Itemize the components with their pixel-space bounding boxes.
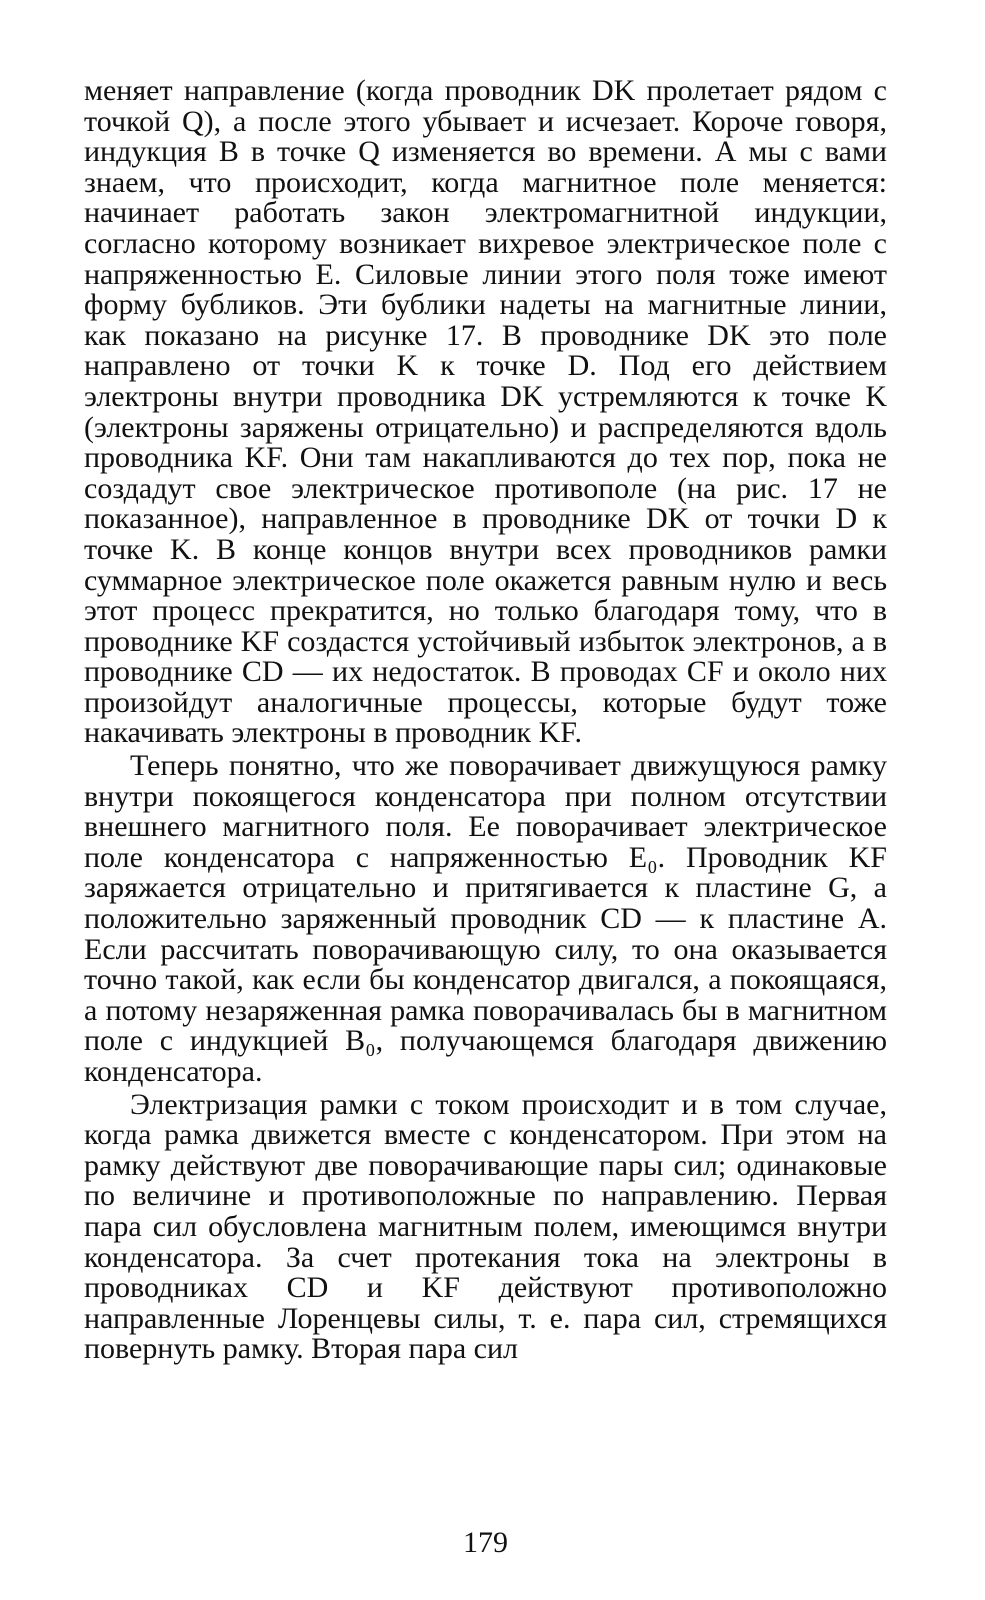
paragraph-1: меняет направление (когда проводник DK пролетает рядом с точкой Q), а после этого убывает и исчезает. Короче говоря, индукция B в точке Q изменяется во времени. А мы с вами знаем, что происходит, когда магнитное поле меняется: начинает работать закон электромагнитной индукции, согласно которому возникает вихревое электрическое поле с напряженностью E. Силовые линии этого поля тоже имеют форму бубликов. Эти бублики надеты на магнитные линии, как показано на рисунке 17. В проводнике DK это поле направлено от точки K к точке D. Под его действием электроны внутри проводника DK устремляются к точке K (электроны заряжены отрицательно) и распределяются вдоль проводника KF. Они там накапливаются до тех пор, пока не создадут свое электрическое противополе (на рис. 17 не показанное), направленное в проводнике DK от точки D к точке K. В конце концов внутри всех проводников рамки суммарное электрическое поле окажется равным нулю и весь этот процесс прекратится, но только благодаря тому, что в проводнике KF создастся устойчивый избыток электронов, а в проводнике CD — их недостаток. В проводах CF и около них произойдут аналогичные процессы, которые будут тоже накачивать электроны в проводник KF. <box>84 74 887 750</box>
paragraph-2: Теперь понятно, что же поворачивает движущуюся рамку внутри покоящегося конденсатора при полном отсутствии внешнего магнитного поля. Ее поворачивает электрическое поле конденсатора с напряженностью E₀. Проводник KF заряжается отрицательно и притягивается к пластине G, а положительно заряженный проводник CD — к пластине A. Если рассчитать поворачивающую силу, то она оказывается точно такой, как если бы конденсатор двигался, а покоящаяся, а потому незаряженная рамка поворачивалась бы в магнитном поле с индукцией B₀, получающемся благодаря движению конденсатора. <box>84 749 887 1088</box>
page-number: 179 <box>463 1526 508 1559</box>
book-page <box>84 74 887 1559</box>
paragraph-3: Электризация рамки с током происходит и в том случае, когда рамка движется вместе с конденсатором. При этом на рамку действуют две поворачивающие пары сил; одинаковые по величине и противоположные по направлению. Первая пара сил обусловлена магнитным полем, имеющимся внутри конденсатора. За счет протекания тока на электроны в проводниках CD и KF действуют противоположно направленные Лоренцевы силы, т. е. пара сил, стремящихся повернуть рамку. Вторая пара сил <box>84 1087 887 1366</box>
